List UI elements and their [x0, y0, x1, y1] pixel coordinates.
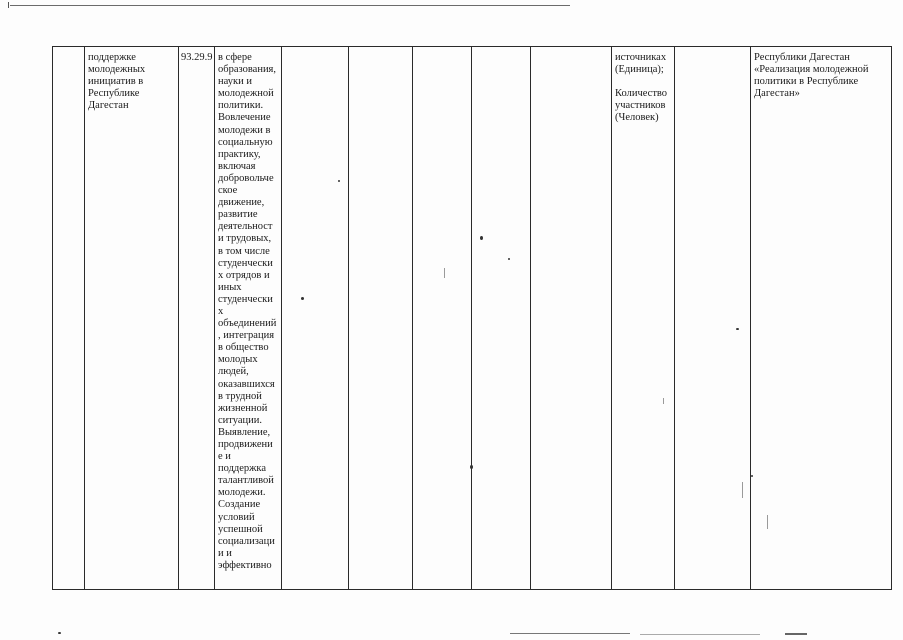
- scan-top-border: [10, 5, 570, 6]
- scan-speck: [338, 180, 340, 182]
- table-cell-description: в сфере образования, науки и молодежной политики. Вовлечение молодежи в социальную практику, включая добровольче ское движение, развитие деятельност и трудовых, в том числе студенчески х отрядов и иных студенчески х объединений , интеграция в общество молодых людей, оказавшихся в трудной жизненной ситуации. Выявление, продвижени е и поддержка талантливой молодежи. Создание условий успешной социализаци и и эффективно: [214, 47, 281, 589]
- scan-scratch: [663, 398, 664, 404]
- document-table: [52, 46, 892, 590]
- scan-speck: [736, 328, 739, 330]
- table-cell-empty-1: [281, 47, 348, 589]
- scan-bottom-mark: [640, 634, 760, 635]
- table-cell-okved-code: 93.29.9: [178, 47, 214, 589]
- scan-speck: [751, 475, 753, 477]
- table-cell-empty-3: [412, 47, 471, 589]
- table-cell-state-program: Республики Дагестан «Реализация молодежной политики в Республике Дагестан»: [750, 47, 891, 589]
- table-cell-empty-4: [471, 47, 530, 589]
- table-cell-program-name: поддержке молодежных инициатив в Республике Дагестан: [84, 47, 178, 589]
- table-cell-indicators: источниках (Единица); Количество участников (Человек): [611, 47, 674, 589]
- scan-scratch: [444, 268, 445, 278]
- scan-scratch: [767, 515, 768, 529]
- table-cell-row-number: [53, 47, 84, 589]
- scan-speck: [480, 236, 483, 240]
- scan-speck: [508, 258, 510, 260]
- scan-edge-mark: [8, 2, 9, 8]
- scan-speck: [301, 297, 304, 300]
- scan-bottom-mark: [510, 633, 630, 634]
- table-cell-empty-2: [348, 47, 412, 589]
- scan-speck: [470, 465, 473, 469]
- scan-bottom-mark: [785, 633, 807, 635]
- scan-scratch: [742, 482, 743, 498]
- table-cell-empty-5: [530, 47, 611, 589]
- scan-speck: [58, 632, 61, 634]
- table-cell-empty-6: [674, 47, 750, 589]
